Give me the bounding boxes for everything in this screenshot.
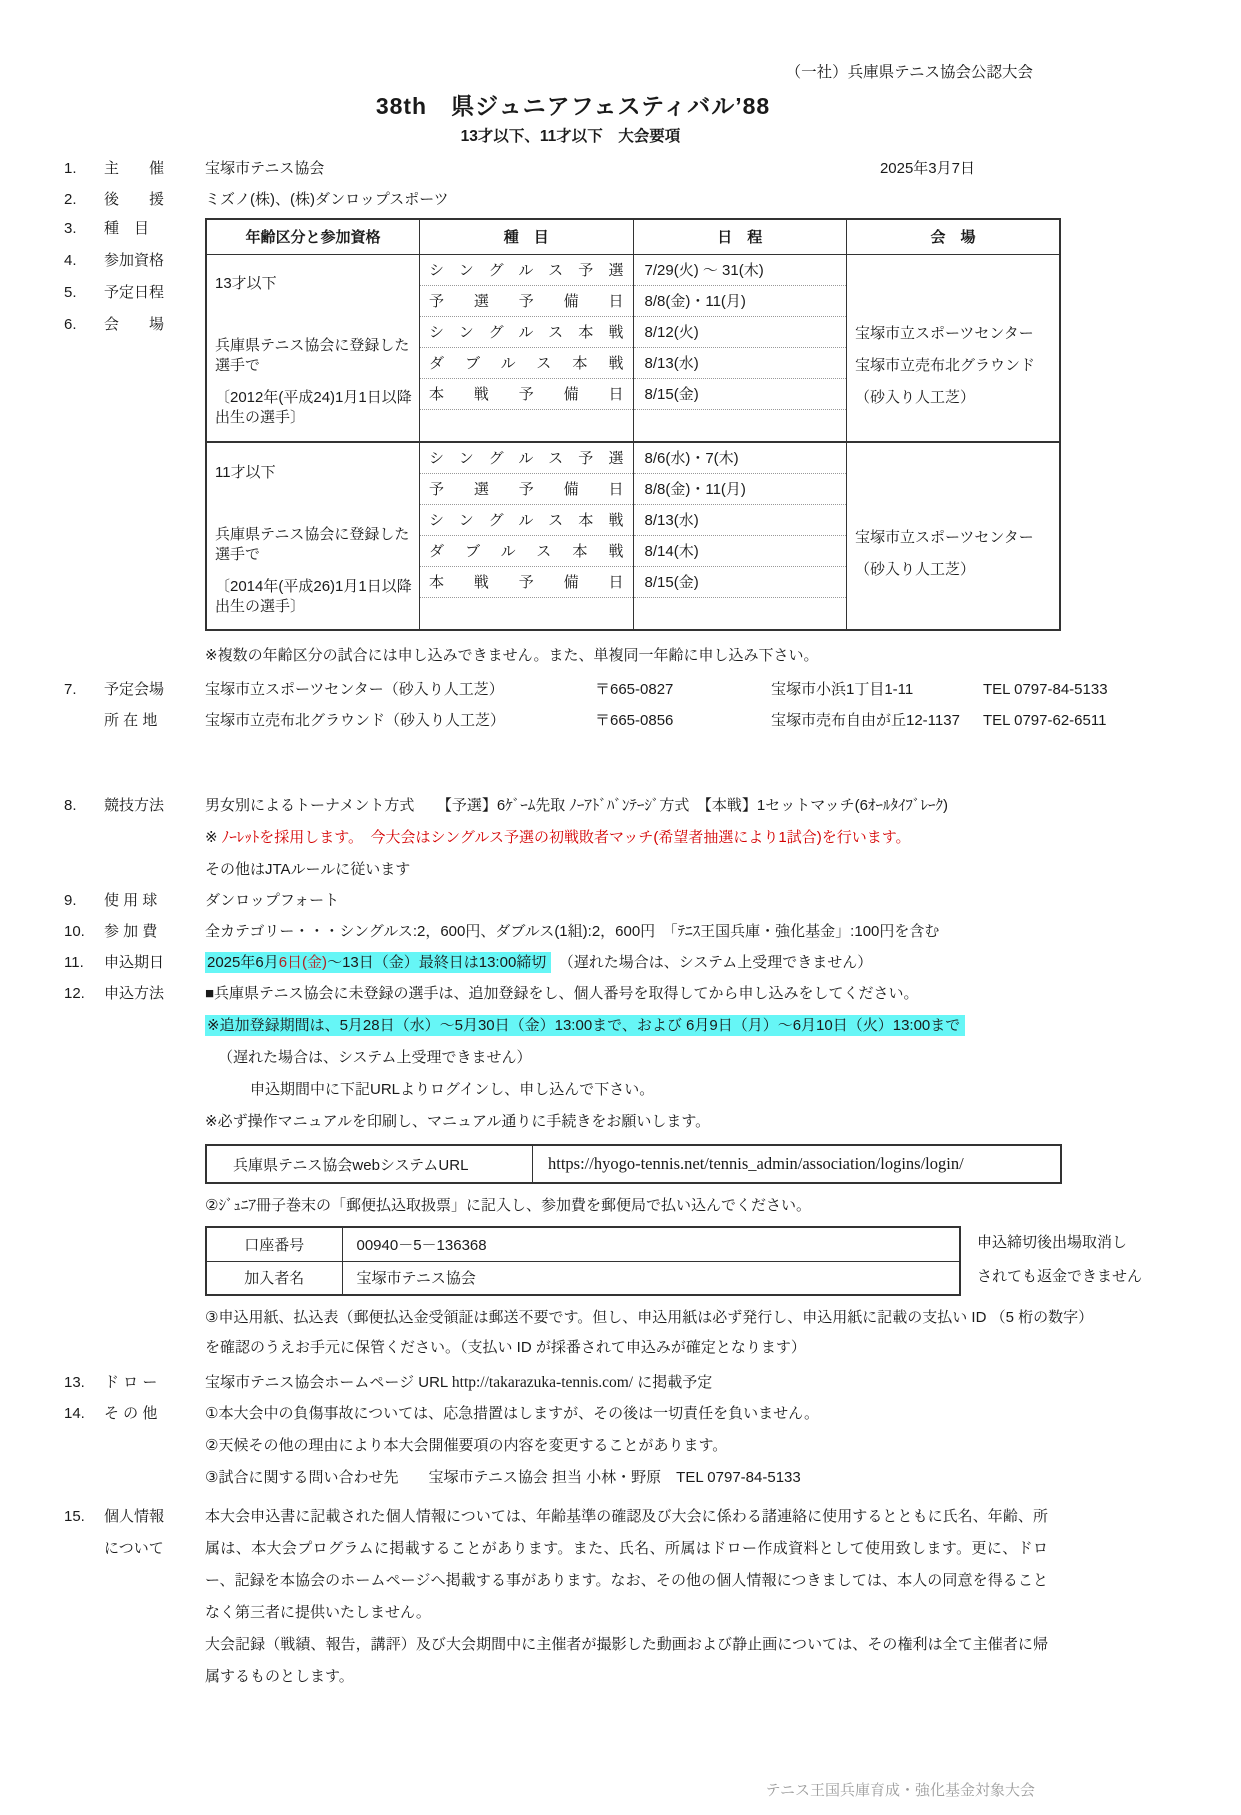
footer-note: テニス王国兵庫育成・強化基金対象大会 (765, 1782, 1035, 1799)
privacy-paragraph2: 大会記録（戦績、報告，講評）及び大会期間中に主催者が撮影した動画および静止画については、その権利は全て主催者に帰属するものとします。 (205, 1636, 1048, 1685)
event-cell: シングルス本戦 (420, 504, 634, 535)
col-header-event: 種 目 (420, 219, 634, 254)
item-label: 使 用 球 (104, 892, 158, 909)
age-line: 兵庫県テニス協会に登録した選手で (215, 525, 410, 563)
privacy-text (205, 1501, 1048, 1693)
venue-line: （砂入り人工芝） (855, 388, 976, 406)
event-cell: ダブルス本戦 (420, 535, 634, 566)
age-line: 〔2012年(平成24)1月1日以降出生の選手〕 (215, 389, 412, 427)
item-fee (0, 921, 1241, 942)
item-method (0, 795, 1241, 816)
venue-line: （砂入り人工芝） (855, 561, 976, 578)
method-note (205, 827, 1241, 848)
deadline-red-date: 6日(金) (278, 954, 328, 971)
col-header-date: 日 程 (633, 219, 847, 254)
privacy-label-line1: 個人情報 (104, 1508, 165, 1525)
venue-name: 宝塚市立スポーツセンター（砂入り人工芝） (205, 681, 504, 698)
item-label: 予定会場 (104, 681, 165, 698)
item-number: 8. (64, 797, 77, 814)
venue-tel: TEL 0797-62-6511 (983, 712, 1107, 729)
age-line: 13才以下 (215, 275, 277, 293)
venue-line: 宝塚市立スポーツセンター (855, 529, 1034, 546)
table-note: ※複数の年齢区分の試合には申し込みできません。また、単複同一年齢に申し込み下さい。 (205, 647, 819, 664)
schedule-table (205, 218, 1061, 631)
table-row (206, 1261, 960, 1295)
page-title: 38th 県ジュニアフェスティバル’88 (375, 93, 771, 119)
col-header-venue: 会 場 (847, 219, 1061, 254)
date-cell: 8/8(金)・11(月) (633, 473, 847, 504)
deadline-pre: 2025年6月 (207, 954, 279, 971)
date-cell: 7/29(火) ～ 31(木) (633, 254, 847, 285)
schedule-section (0, 218, 1241, 631)
method-line3: その他はJTAルールに従います (205, 861, 411, 878)
date-cell: 8/13(水) (633, 347, 847, 378)
item-number: 1. (64, 160, 77, 177)
event-cell: 本戦予備日 (420, 378, 634, 409)
date-cell: 8/15(金) (633, 566, 847, 597)
event-cell: シングルス本戦 (420, 316, 634, 347)
item-label: 会 場 (104, 316, 165, 333)
event-cell: 本戦予備日 (420, 566, 634, 597)
item-deadline (0, 952, 1241, 973)
item-number: 4. (64, 252, 77, 269)
application-line2 (205, 1015, 1241, 1036)
event-cell (420, 597, 634, 630)
date-cell: 8/14(木) (633, 535, 847, 566)
deadline-post: ～13日（金）最終日は13:00締切 (327, 954, 547, 971)
document-page (0, 60, 1241, 1815)
application-line1: ■兵庫県テニス協会に未登録の選手は、追加登録をし、個人番号を取得してから申し込みをしてください。 (205, 985, 919, 1002)
page-subtitle: 13才以下、11才以下 大会要項 (460, 128, 681, 145)
venue-tel: TEL 0797-84-5133 (983, 681, 1108, 698)
application-line3: （遅れた場合は、システム上受理できません） (218, 1049, 532, 1066)
method-line1: 男女別によるトーナメント方式 【予選】6ｹﾞｰﾑ先取 ﾉｰｱﾄﾞﾊﾞﾝﾃｰｼﾞ方式 【本戦】1セットマッチ(6ｵｰﾙﾀｲﾌﾞﾚｰｸ) (205, 797, 948, 814)
venue-postal: 〒665-0827 (595, 681, 674, 698)
item-label: 主 催 (104, 160, 165, 177)
url-value-cell: https://hyogo-tennis.net/tennis_admin/association/logins/login/ (548, 1154, 964, 1173)
date-cell: 8/6(水)・7(木) (633, 442, 847, 473)
item-eligibility (64, 250, 205, 271)
deadline-highlight (205, 952, 551, 973)
draw-pre: 宝塚市テニス協会ホームページ URL (205, 1374, 452, 1391)
venue-name: 宝塚市立売布北グラウンド（砂入り人工芝） (205, 712, 506, 729)
date-cell: 8/12(火) (633, 316, 847, 347)
date-cell (633, 409, 847, 442)
item-number: 6. (64, 316, 77, 333)
item-label: 後 援 (104, 191, 165, 208)
item-label: 競技方法 (104, 797, 165, 814)
account-holder-label: 加入者名 (206, 1261, 342, 1295)
item-label: 種 目 (104, 220, 150, 237)
application-line5: ※必ず操作マニュアルを印刷し、マニュアル通りに手続きをお願いします。 (205, 1113, 711, 1130)
col-header-age: 年齢区分と参加資格 (206, 219, 420, 254)
item-number: 11. (64, 954, 84, 971)
privacy-paragraph1: 本大会申込書に記載された個人情報については、年齢基準の確認及び大会に係わる諸連絡に使用するとともに氏名、年齢、所属は、本大会プログラムに掲載することがあります。また、氏名、所属はドロー作成資料として使用致します。更に、ドロー、記録を本協会のホームページへ掲載する事があります。なお、その他の個人情報につきましては、本人の同意を得ることなく第三者に提供いたしません。 (205, 1508, 1048, 1621)
item-label: 予定日程 (104, 284, 165, 301)
item-number: 13. (64, 1374, 85, 1391)
method-note-red: ﾉｰﾚｯﾄを採用します。 今大会はシングルス予選の初戦敗者マッチ(希望者抽選により1試合)を行います。 (221, 829, 911, 846)
note-mark: ※ (205, 829, 218, 846)
side-note-line: 申込締切後出場取消し (977, 1234, 1128, 1251)
table-header-row (206, 219, 1060, 254)
age-line: 11才以下 (215, 463, 276, 481)
event-cell: 予選予備日 (420, 285, 634, 316)
item-host (0, 158, 1241, 179)
web-system-url-table (205, 1144, 1062, 1184)
application-line8: を確認のうえお手元に保管ください。（支払い ID が採番されて申込みが確定となります） (205, 1339, 806, 1356)
item-label: 申込方法 (104, 985, 165, 1002)
item-number: 12. (64, 985, 85, 1002)
item-number: 10. (64, 923, 85, 940)
age-group-cell-u11 (206, 442, 420, 630)
item-others (0, 1403, 1241, 1424)
date-cell: 8/13(水) (633, 504, 847, 535)
venue-cell-u13 (847, 254, 1061, 442)
item-category (64, 218, 205, 239)
item-label: ド ロ ー (104, 1374, 158, 1391)
account-number-label: 口座番号 (206, 1227, 342, 1261)
table-row (206, 254, 1060, 285)
fee-value: 全カテゴリー・・・シングルス:2，600円、ダブルス(1組):2，600円 「ﾃﾆｽ王国兵庫・強化基金」:100円を含む (205, 923, 940, 940)
venue-address: 宝塚市売布自由が丘12-1137 (771, 712, 960, 729)
event-cell (420, 409, 634, 442)
item-number: 2. (64, 191, 77, 208)
url-label-cell: 兵庫県テニス協会webシステムURL (207, 1146, 533, 1182)
item-label: そ の 他 (104, 1405, 158, 1422)
age-line: 〔2014年(平成26)1月1日以降出生の選手〕 (215, 577, 412, 615)
item-number: 7. (64, 681, 77, 698)
draw-value (205, 1372, 1241, 1393)
venue-line: 宝塚市立スポーツセンター (855, 324, 1034, 342)
event-cell: 予選予備日 (420, 473, 634, 504)
item-label: 申込期日 (104, 954, 165, 971)
venue-cell-u11 (847, 442, 1061, 630)
account-side-note (977, 1226, 1142, 1294)
item-number: 14. (64, 1405, 85, 1422)
others-line3: ③試合に関する問い合わせ先 宝塚市テニス協会 担当 小林・野原 TEL 0797-84-5133 (205, 1469, 801, 1486)
draw-post: に掲載予定 (633, 1374, 713, 1391)
document-date: 2025年3月7日 (879, 160, 975, 177)
support-value: ミズノ(株)、(株)ダンロップスポーツ (205, 191, 449, 208)
date-cell: 8/15(金) (633, 378, 847, 409)
venue-address: 宝塚市小浜1丁目1-11 (771, 681, 914, 698)
table-row (206, 1227, 960, 1261)
event-cell: シングルス予選 (420, 442, 634, 473)
ball-value: ダンロップフォート (205, 892, 340, 909)
item-number: 9. (64, 892, 77, 909)
host-value: 宝塚市テニス協会 (205, 160, 325, 177)
item-application (0, 983, 1241, 1004)
event-cell: ダブルス本戦 (420, 347, 634, 378)
application-line4: 申込期間中に下記URLよりログインし、申し込んで下さい。 (250, 1081, 655, 1098)
others-line1: ①本大会中の負傷事故については、応急措置はしますが、その後は一切責任を負いません。 (205, 1405, 820, 1422)
item-label (104, 1501, 205, 1565)
age-group-cell-u13 (206, 254, 420, 442)
deadline-suffix: （遅れた場合は、システム上受理できません） (551, 954, 873, 971)
side-note-line: されても返金できません (977, 1268, 1143, 1285)
item-number: 5. (64, 284, 77, 301)
date-cell (633, 597, 847, 630)
application-line6: ②ｼﾞｭﾆｱ冊子巻末の「郵便払込取扱票」に記入し、参加費を郵便局で払い込んでください。 (205, 1197, 811, 1214)
privacy-label-line2: について (104, 1540, 164, 1557)
item-label: 所 在 地 (104, 712, 158, 729)
item-support (0, 189, 1241, 210)
venue-line: 宝塚市立売布北グラウンド (855, 356, 1036, 374)
side-labels (64, 218, 205, 631)
item-label: 参 加 費 (104, 923, 158, 940)
item-dates (64, 282, 205, 303)
venue-postal: 〒665-0856 (595, 712, 674, 729)
account-table (205, 1226, 961, 1296)
application-line7: ③申込用紙、払込表（郵便払込金受領証は郵送不要です。但し、申込用紙は必ず発行し、申込用紙に記載の支払い ID （5 桁の数字） (205, 1309, 1094, 1326)
others-line2: ②天候その他の理由により本大会開催要項の内容を変更することがあります。 (205, 1437, 728, 1454)
item-ball (0, 890, 1241, 911)
item-venues-row1 (0, 679, 1241, 700)
account-holder-value: 宝塚市テニス協会 (342, 1261, 960, 1295)
item-label: 参加資格 (104, 252, 165, 269)
homepage-url: http://takarazuka-tennis.com/ (451, 1374, 634, 1391)
date-cell: 8/8(金)・11(月) (633, 285, 847, 316)
age-line: 兵庫県テニス協会に登録した選手で (215, 337, 410, 375)
item-venues-row2 (0, 710, 1241, 731)
certification-line: （一社）兵庫県テニス協会公認大会 (785, 64, 1033, 81)
registration-period-highlight: ※追加登録期間は、5月28日（水）～5月30日（金）13:00まで、および 6月9日（月）～6月10日（火）13:00まで (205, 1015, 965, 1036)
event-cell: シングルス予選 (420, 254, 634, 285)
account-number-value: 00940－5－136368 (342, 1227, 960, 1261)
item-draw (0, 1372, 1241, 1393)
item-venue (64, 314, 205, 335)
item-number: 15. (64, 1508, 85, 1525)
deadline-value (205, 952, 1241, 973)
table-row (206, 442, 1060, 473)
item-privacy (0, 1501, 1241, 1693)
item-number: 3. (64, 220, 77, 237)
account-section (205, 1226, 1241, 1296)
